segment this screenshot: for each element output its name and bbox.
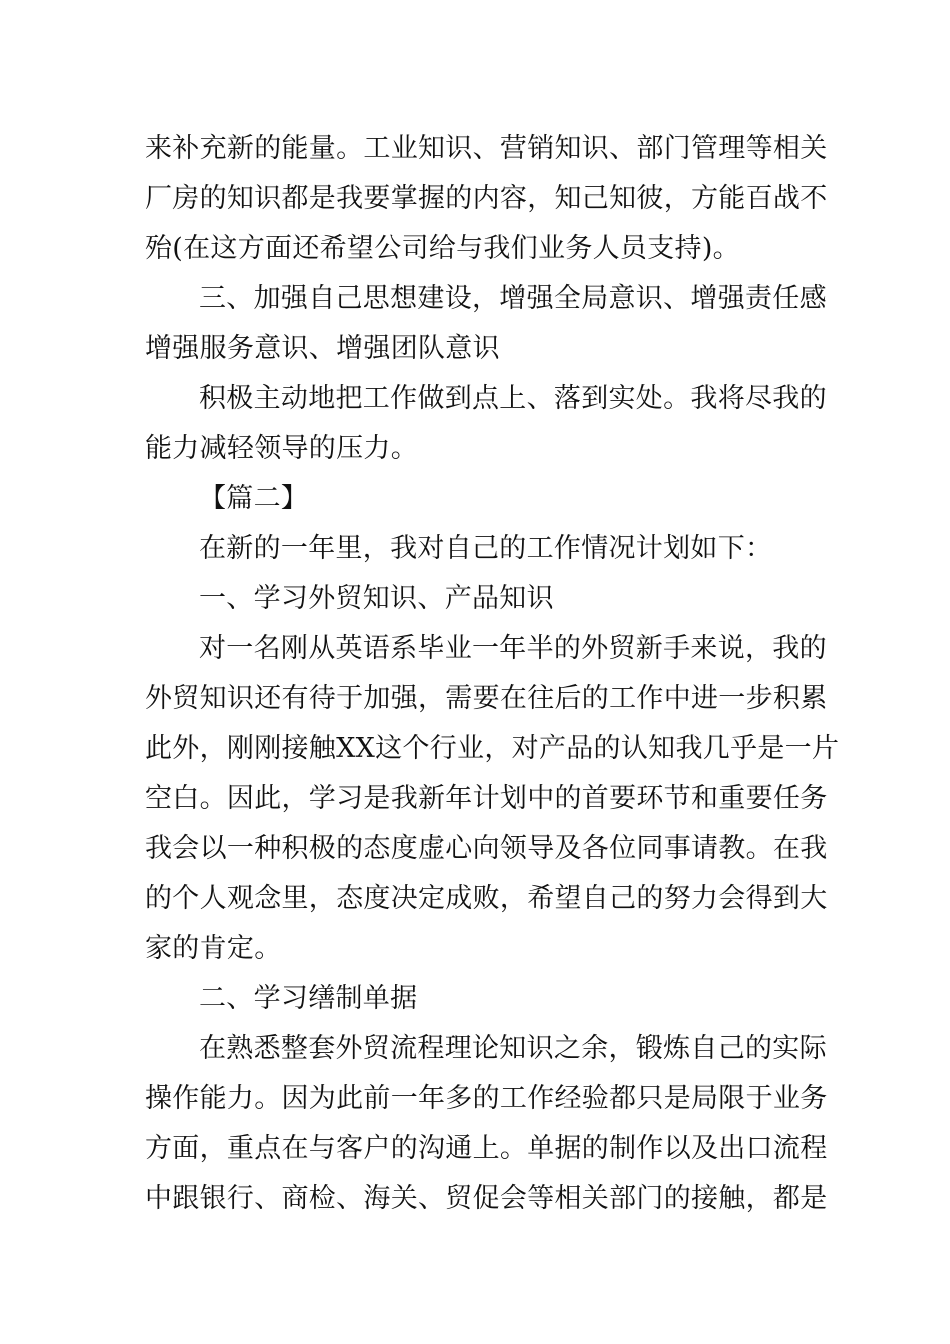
text-line: 中跟银行、商检、海关、贸促会等相关部门的接触，都是 [145,1183,828,1214]
text-line: 的个人观念里，态度决定成败，希望自己的努力会得到大 [145,883,828,914]
text-line: 积极主动地把工作做到点上、落到实处。我将尽我的 [199,383,827,414]
text-line: 外贸知识还有待于加强，需要在往后的工作中进一步积累 [145,683,828,714]
text-line: 方面，重点在与客户的沟通上。单据的制作以及出口流程 [145,1133,828,1164]
text-line: 能力减轻领导的压力。 [145,433,418,464]
text-line: 在熟悉整套外贸流程理论知识之余，锻炼自己的实际 [199,1033,827,1064]
text-line: 在新的一年里，我对自己的工作情况计划如下： [199,533,773,564]
text-line: 空白。因此，学习是我新年计划中的首要环节和重要任务 [145,783,828,814]
section-heading-three: 三、加强自己思想建设，增强全局意识、增强责任感 [199,283,827,314]
section-heading-one: 一、学习外贸知识、产品知识 [199,583,554,614]
document-body [145,124,840,1224]
section-heading-two: 二、学习缮制单据 [199,983,418,1014]
text-line: 操作能力。因为此前一年多的工作经验都只是局限于业务 [145,1083,828,1114]
text-line: 家的肯定。 [145,933,282,964]
text-line: 厂房的知识都是我要掌握的内容，知己知彼，方能百战不 [145,183,828,214]
text-line: 增强服务意识、增强团队意识 [145,333,500,364]
text-line: 对一名刚从英语系毕业一年半的外贸新手来说，我的 [199,633,827,664]
text-line: 来补充新的能量。工业知识、营销知识、部门管理等相关 [145,133,828,164]
text-line: 殆(在这方面还希望公司给与我们业务人员支持)。 [145,233,740,264]
text-line: 此外，刚刚接触XX这个行业，对产品的认知我几乎是一片 [145,733,840,764]
text-line: 我会以一种积极的态度虚心向领导及各位同事请教。在我 [145,833,828,864]
chapter-title: 【篇二】 [199,483,309,514]
